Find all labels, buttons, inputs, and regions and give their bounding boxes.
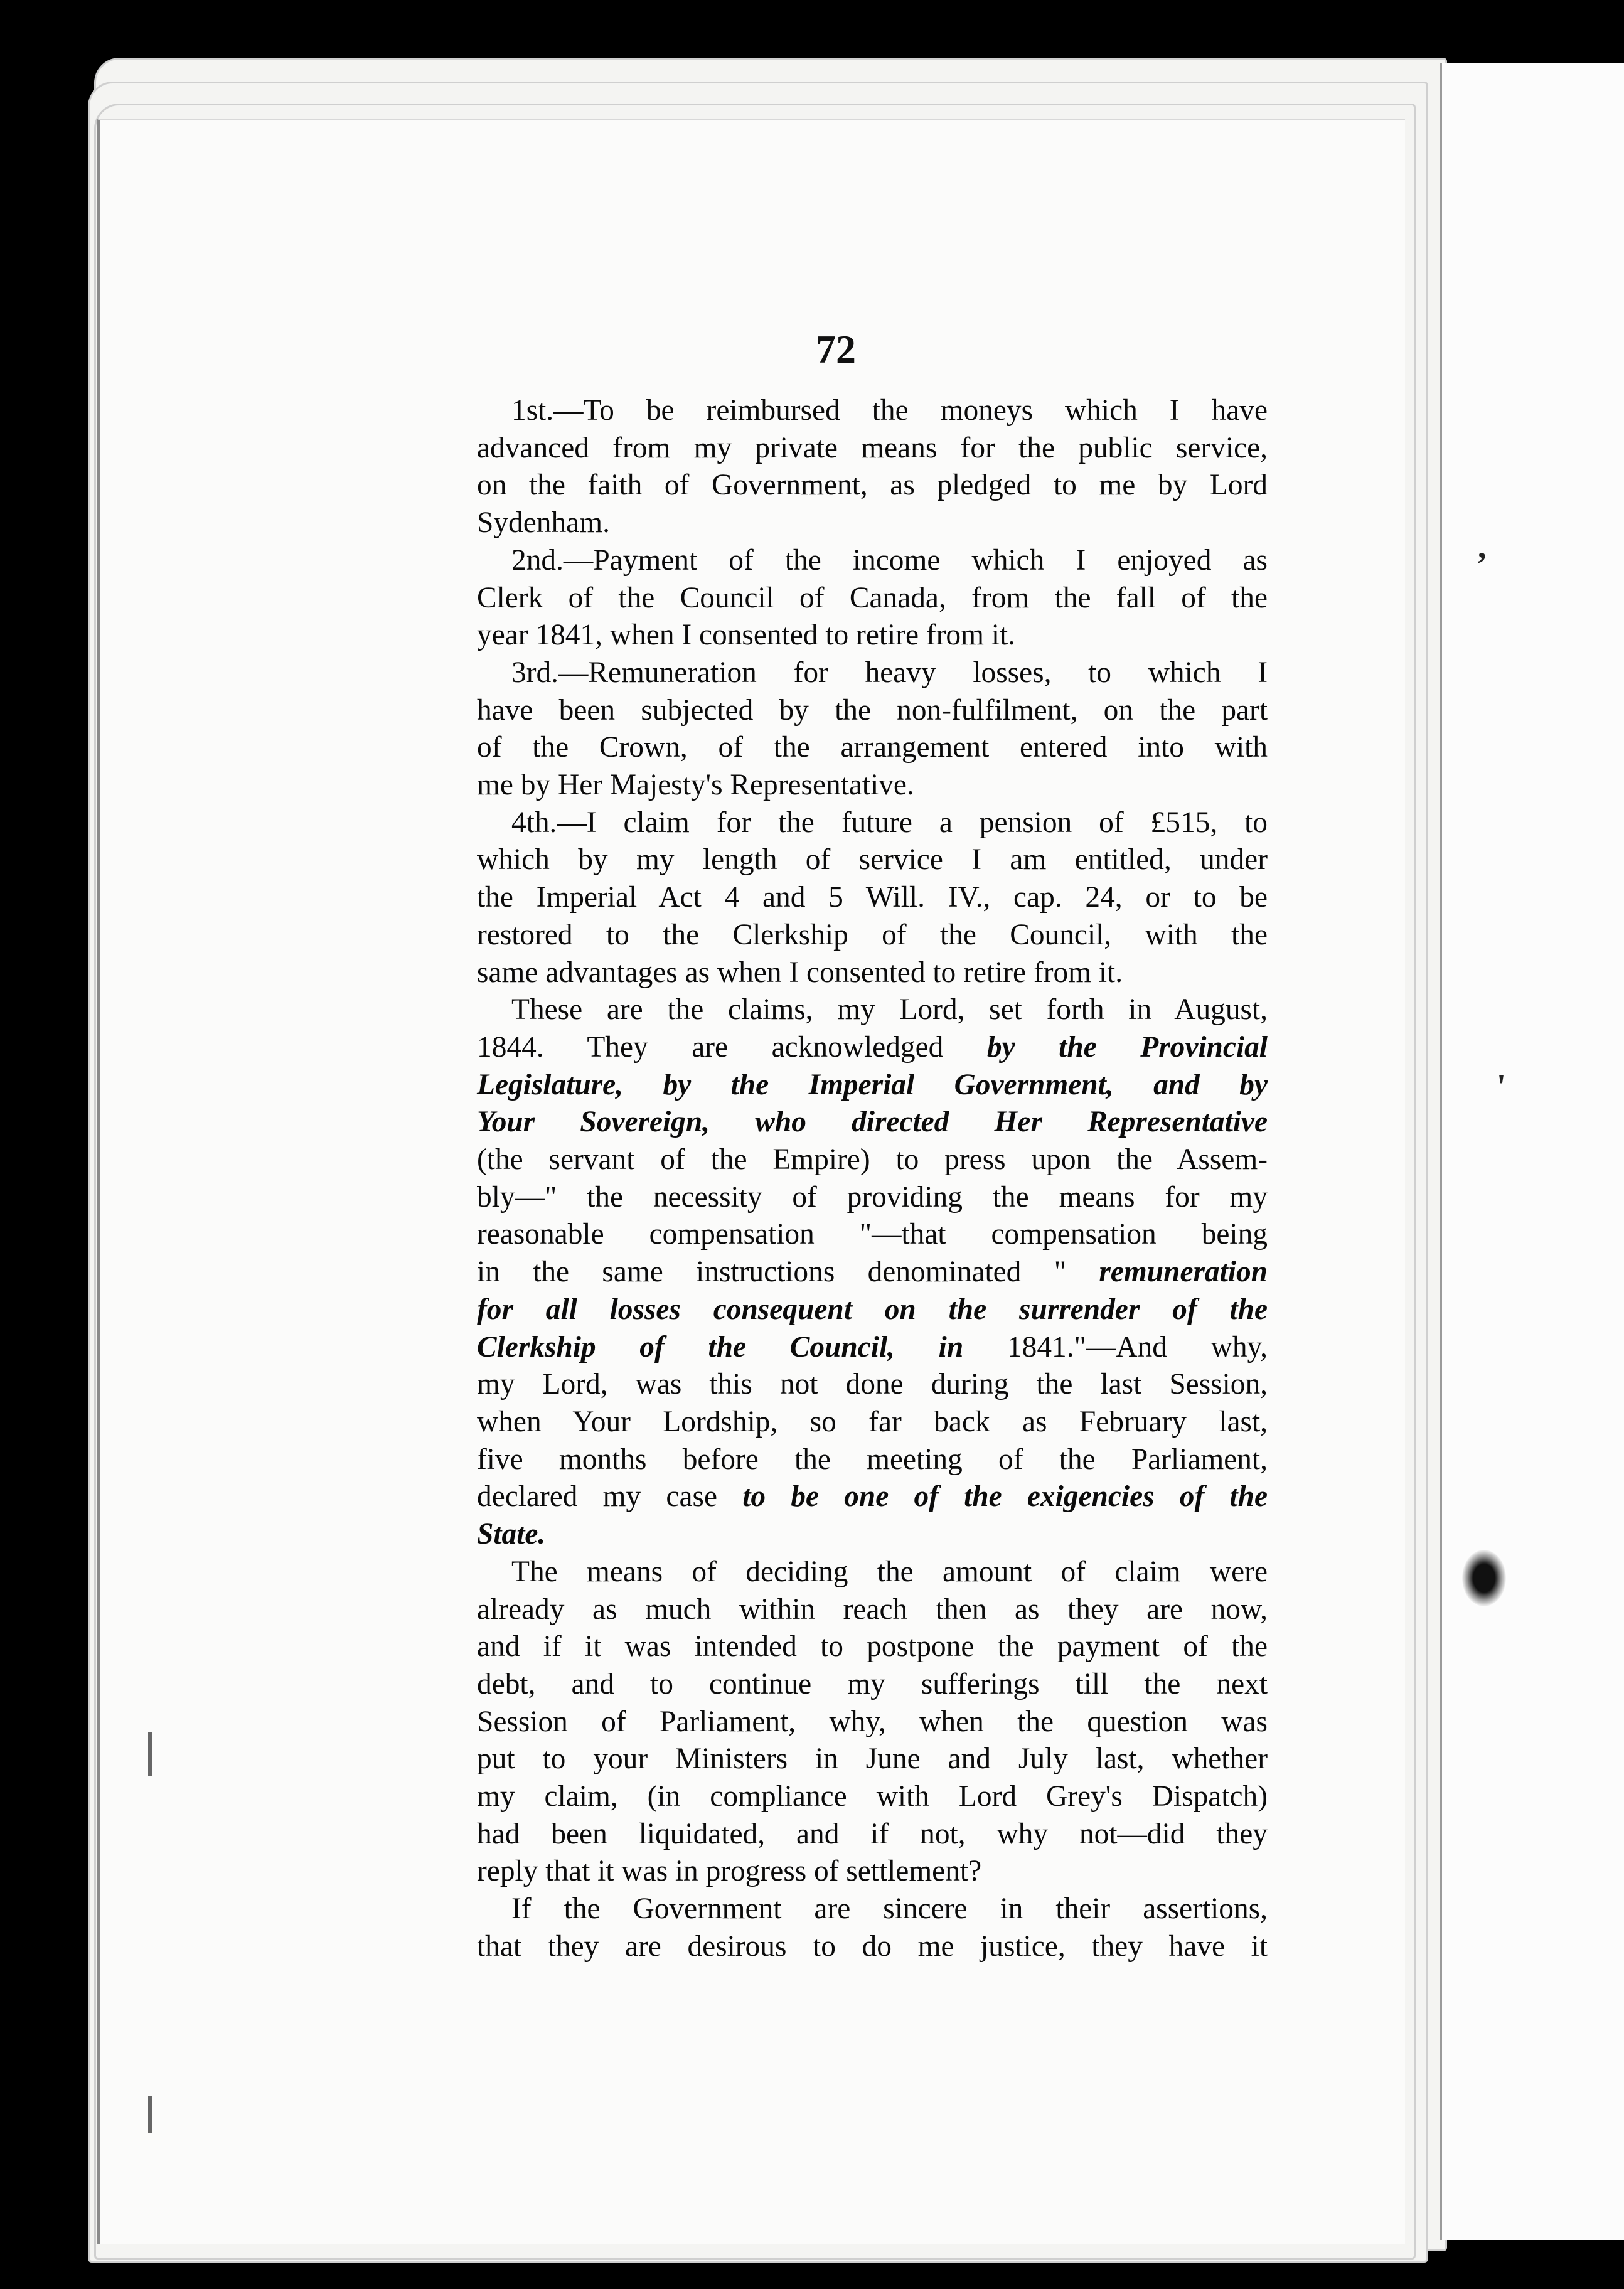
- text-line: Legislature, by the Imperial Government, and by: [477, 1068, 1268, 1101]
- text-line: have been subjected by the non-fulfilment, on the part: [477, 693, 1268, 727]
- text-line: Your Sovereign, who directed Her Representative: [477, 1106, 1268, 1139]
- text-line: Sydenham.: [477, 506, 610, 540]
- text-line: five months before the meeting of the Parliament,: [477, 1443, 1268, 1476]
- text-line: same advantages as when I consented to retire from it.: [477, 956, 1123, 989]
- text-line: If the Government are sincere in their assertions,: [511, 1892, 1268, 1926]
- bleed-through-mark: ': [1497, 1067, 1507, 1105]
- bleed-through-mark: ,: [1478, 528, 1487, 565]
- text-line: that they are desirous to do me justice, they have it: [477, 1929, 1268, 1963]
- text-line: already as much within reach then as they are now,: [477, 1593, 1268, 1626]
- body-text: [477, 392, 1268, 1966]
- text-line: State.: [477, 1518, 546, 1551]
- italic-run: by the Provincial: [986, 1030, 1268, 1064]
- binding-mark: [148, 1732, 152, 1776]
- text-line: 1st.—To be reimbursed the moneys which I have: [511, 394, 1268, 427]
- text-line: 4th.—I claim for the future a pension of £515, to: [511, 806, 1268, 839]
- text-line: which by my length of service I am entitled, under: [477, 843, 1268, 877]
- text-line: reply that it was in progress of settlement?: [477, 1855, 982, 1888]
- text-line: 3rd.—Remuneration for heavy losses, to which I: [511, 656, 1268, 689]
- italic-run: remuneration: [1099, 1256, 1268, 1289]
- text-line: for all losses consequent on the surrender of the: [477, 1293, 1268, 1326]
- text-line: advanced from my private means for the public service,: [477, 431, 1268, 464]
- text-run: 1844. They are acknowledged: [477, 1030, 944, 1064]
- text-line: had been liquidated, and if not, why not—did they: [477, 1817, 1268, 1850]
- text-run: in the same instructions denominated ": [477, 1256, 1067, 1289]
- text-line: me by Her Majesty's Representative.: [477, 769, 914, 802]
- binding-mark: [148, 2096, 152, 2133]
- text-line: Session of Parliament, why, when the question was: [477, 1705, 1268, 1738]
- text-line: the Imperial Act 4 and 5 Will. IV., cap. 24, or to be: [477, 881, 1268, 914]
- text-line: 2nd.—Payment of the income which I enjoyed as: [511, 543, 1268, 577]
- text-line: my Lord, was this not done during the last Session,: [477, 1368, 1268, 1401]
- text-line: [477, 1329, 1268, 1367]
- text-line: [477, 1029, 1268, 1067]
- italic-run: to be one of the exigencies of the: [742, 1480, 1268, 1513]
- text-run: 1841."—And why,: [1007, 1330, 1268, 1363]
- text-line: of the Crown, of the arrangement entered into with: [477, 731, 1268, 764]
- text-line: debt, and to continue my sufferings till the next: [477, 1667, 1268, 1700]
- text-line: [477, 1254, 1268, 1291]
- text-line: year 1841, when I consented to retire from it.: [477, 619, 1016, 652]
- italic-run: Clerkship of the Council, in: [477, 1330, 964, 1363]
- text-line: Clerk of the Council of Canada, from the fall of the: [477, 581, 1268, 614]
- ink-stain-mark: [1462, 1550, 1506, 1606]
- text-line: reasonable compensation "—that compensation being: [477, 1218, 1268, 1251]
- text-line: The means of deciding the amount of claim were: [511, 1555, 1268, 1588]
- text-line: my claim, (in compliance with Lord Grey's Dispatch): [477, 1780, 1268, 1813]
- text-line: on the faith of Government, as pledged to me by Lord: [477, 469, 1268, 502]
- text-line: [477, 1478, 1268, 1516]
- adjacent-page-edge: [1440, 63, 1624, 2240]
- text-line: restored to the Clerkship of the Council, with the: [477, 918, 1268, 951]
- text-run: declared my case: [477, 1480, 717, 1513]
- text-line: and if it was intended to postpone the payment of the: [477, 1630, 1268, 1663]
- text-line: bly—" the necessity of providing the means for my: [477, 1180, 1268, 1214]
- text-line: put to your Ministers in June and July last, whether: [477, 1742, 1268, 1776]
- text-line: when Your Lordship, so far back as February last,: [477, 1405, 1268, 1438]
- text-line: These are the claims, my Lord, set forth in August,: [511, 993, 1268, 1027]
- page-number: 72: [816, 327, 856, 371]
- text-line: (the servant of the Empire) to press upon the Assem-: [477, 1143, 1268, 1177]
